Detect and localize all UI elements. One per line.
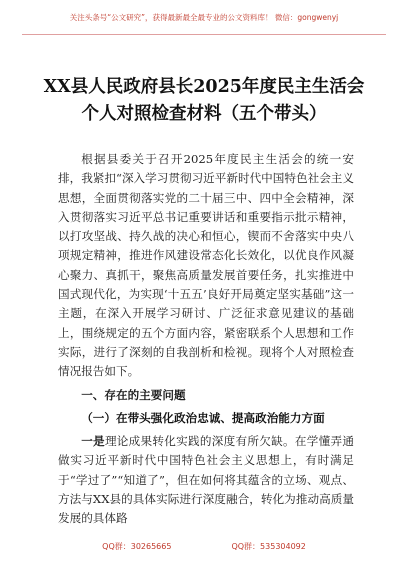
footer-qq-group-1: QQ群：30265665 (102, 542, 172, 551)
intro-section (58, 150, 354, 382)
item-section (58, 432, 354, 528)
section-heading: 一、存在的主要问题 (81, 388, 186, 402)
subsection-heading: （一）在带头强化政治忠诚、提高政治能力方面 (81, 411, 325, 425)
item-text: 理论成果转化实践的深度有所欠缺。在学懂弄通做实习近平新时代中国特色社会主义思想上，有时满足于“学过了”“知道了”，但在如何将其蕴含的立场、观点、方法与XX县的具体实际进行深度融合，转化为推动高质量发展的具体路 (58, 434, 354, 526)
document-title (30, 74, 378, 128)
item-paragraph (58, 432, 354, 528)
footer (0, 541, 408, 552)
header-note: 关注头条号“公文研究”，获得最新最全最专业的公文资料库！ 微信：gongwenyj (69, 13, 339, 22)
intro-paragraph: 根据县委关于召开2025年度民主生活会的统一安排，我紧扣“深入学习贯彻习近平新时代中国特色社会主义思想，全面贯彻落实党的二十届三中、四中全会精神，深入贯彻落实习近平总书记重要讲话和重要指示批示精神，以打攻坚战、持久战的决心和恒心，锲而不舍落实中央八项规定精神，推进作风建设常态化长效化，以优良作风凝心聚力、真抓干，聚焦高质量发展首要任务，扎实推进中国式现代化，为实现‘十五五’良好开局奠定坚实基础”这一主题，在深入开展学习研讨、广泛征求意见建议的基础上，围绕规定的五个方面内容，紧密联系个人思想和工作实际，进行了深刻的自我剖析和检视。现将个人对照检查情况报告如下。 (58, 152, 354, 379)
footer-qq-group-2: QQ群：535304092 (231, 542, 306, 551)
item-lead: 一是 (81, 434, 105, 448)
header-divider (22, 34, 386, 35)
title-line-1: XX县人民政府县长2025年度民主生活会 (43, 77, 365, 97)
title-line-2: 个人对照检查材料（五个带头） (81, 104, 327, 124)
